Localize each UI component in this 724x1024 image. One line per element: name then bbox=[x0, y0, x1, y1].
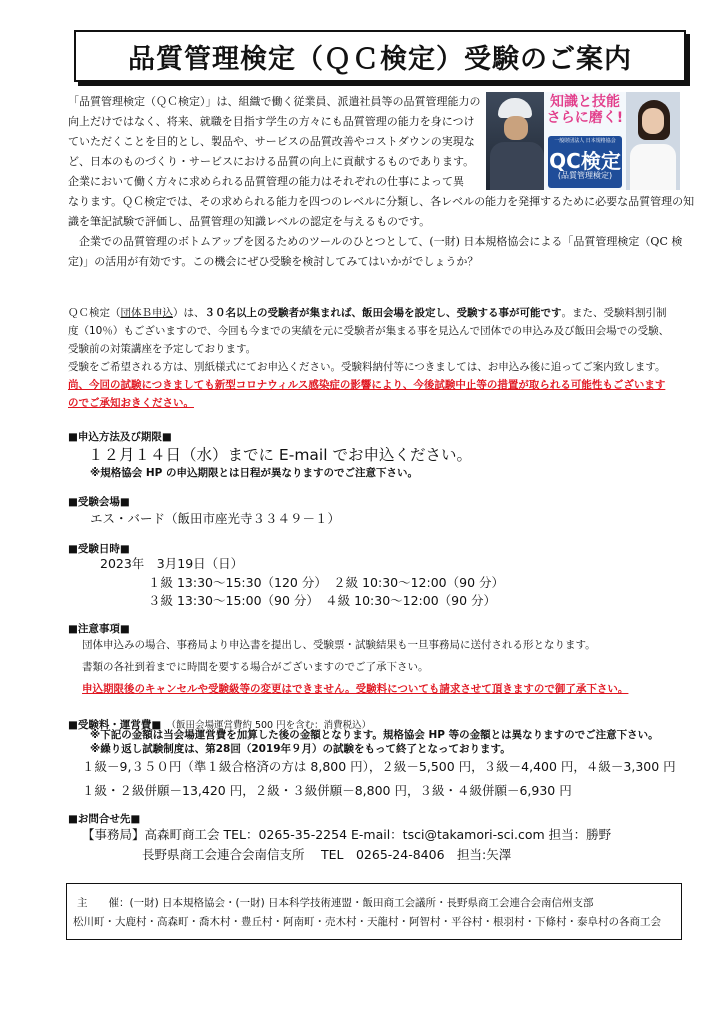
group-underlined: 団体Ｂ申込 bbox=[120, 307, 173, 319]
intro-line: 「品質管理検定（ＱＣ検定）」は、組織で働く従業員、派遣社員等の品質管理能力の bbox=[68, 95, 481, 108]
schedule-date: 2023年 3月19日（日） bbox=[100, 556, 244, 571]
worker-photo bbox=[486, 92, 548, 190]
cancel-warning: 申込期限後のキャンセルや受験級等の変更はできません。受験料についても請求させて頂きますので御了承下さい。 bbox=[82, 683, 629, 695]
banner-catch-line: さらに磨く! bbox=[546, 110, 624, 126]
fees-note: ※繰り返し試験制度は、第28回（2019年９月）の試験をもって終了となっております。 bbox=[90, 743, 511, 755]
group-text: ＱＣ検定（ bbox=[68, 307, 121, 319]
application-deadline: １２月１４日（水）までに E-mail でお申込ください。 bbox=[88, 446, 472, 464]
schedule-row: ３級 13:30～15:00（90 分） ４級 10:30～12:00（90 分） bbox=[148, 593, 497, 608]
banner-publisher: 一般財団法人 日本規格協会 bbox=[554, 138, 616, 144]
intro-line: 向上だけではなく、将来、就職を目指す学生の方々にも品質管理の能力を身につけ bbox=[68, 115, 475, 128]
intro-line: 企業において働く方々に求められる品質管理の能力はそれぞれの仕事によって異 bbox=[68, 175, 464, 188]
covid-warning: のでご承知おきください。 bbox=[68, 397, 194, 409]
contact-line: 【事務局】高森町商工会 TEL：0265-35-2254 E-mail：tsci@takamori-sci.com 担当：勝野 bbox=[82, 827, 612, 842]
banner-qc-sub: (品質管理検定) bbox=[557, 171, 613, 180]
banner-catch-line: 知識と技能 bbox=[550, 94, 620, 110]
application-note: ※規格協会 HP の申込期限とは日程が異なりますのでご注意下さい。 bbox=[90, 467, 419, 479]
fees-heading: ■受験料・運営費■ bbox=[68, 719, 162, 731]
covid-warning: 尚、今回の試験につきましても新型コロナウィルス感染症の影響により、今後試験中止等の措置が取られる可能性もございます bbox=[68, 379, 666, 391]
notes-line: 書類の各社到着までに時間を要する場合がございますのでご了承下さい。 bbox=[82, 661, 429, 673]
worker-body bbox=[490, 142, 544, 190]
organizer-line: 主 催：(一財) 日本規格協会・(一財) 日本科学技術連盟・飯田商工会議所・長野県商工会連合会南信州支部 bbox=[77, 897, 594, 909]
worker-face bbox=[504, 116, 528, 140]
group-line-1 bbox=[68, 304, 669, 322]
intro-line: 定)」の活用が有効です。この機会にぜひ受験を検討してみてはいかがでしょうか？ bbox=[68, 255, 479, 268]
fees-heading-note: （飯田会場運営費約 500 円を含む：消費税込） bbox=[166, 720, 372, 731]
contact-line: 長野県商工会連合会南信支所 TEL 0265-24-8406 担当:矢澤 bbox=[142, 847, 512, 862]
fees-row: １級・２級併願－13,420 円，２級・３級併願－8,800 円，３級・４級併願－6,930 円 bbox=[82, 783, 572, 798]
group-paragraph bbox=[68, 304, 669, 412]
qc-banner-image bbox=[486, 92, 680, 190]
schedule-heading: ■受験日時■ bbox=[68, 543, 130, 555]
venue-heading: ■受験会場■ bbox=[68, 496, 130, 508]
schedule-row: １級 13:30～15:30（120 分） ２級 10:30～12:00（90 分） bbox=[148, 575, 505, 590]
contact-heading: ■お問合せ先■ bbox=[68, 813, 141, 825]
group-bold: ３０名以上の受験者が集まれば、飯田会場を設定し、受験する事が可能です bbox=[204, 307, 562, 319]
woman-face bbox=[642, 108, 664, 134]
intro-paragraph-wide bbox=[68, 192, 698, 272]
organizer-box bbox=[66, 883, 682, 940]
page-title: 品質管理検定（ＱＣ検定）受験のご案内 bbox=[128, 43, 632, 75]
title-box bbox=[74, 30, 686, 82]
woman-photo bbox=[626, 92, 680, 190]
fees-row: １級－9,３５０円（準１級合格済の方は 8,800 円），２級－5,500 円，３級－4,400 円，４級－3,300 円 bbox=[82, 759, 676, 774]
intro-line: ていただくことを目的とし、製品や、サービスの品質改善やコストダウンの実現な bbox=[68, 135, 475, 148]
organizer-line: 松川町・大鹿村・高森町・喬木村・豊丘村・阿南町・売木村・天龍村・阿智村・平谷村・根羽村・下條村・泰阜村の各商工会 bbox=[73, 916, 661, 928]
notes-line: 団体申込みの場合、事務局より申込書を提出し、受験票・試験結果も一旦事務局に送付される形となります。 bbox=[82, 639, 596, 651]
notes-heading: ■注意事項■ bbox=[68, 623, 130, 635]
intro-line: 企業での品質管理のボトムアップを図るためのツールのひとつとして、(一財) 日本規格協会による「品質管理検定（QC 検 bbox=[68, 235, 683, 248]
fees-note: ※下記の金額は当会場運営費を加算した後の金額となります。規格協会 HP 等の金額とは異なりますのでご注意下さい。 bbox=[90, 729, 659, 741]
woman-coat bbox=[630, 144, 676, 190]
intro-line: なります。ＱＣ検定では、その求められる能力を四つのレベルに分類し、各レベルの能力を発揮するために必要な品質管理の知 bbox=[68, 195, 695, 208]
group-text: ）は、 bbox=[173, 307, 205, 319]
banner-catchphrase bbox=[546, 94, 624, 126]
group-line-3: 受験前の対策講座を予定しております。 bbox=[68, 343, 257, 355]
helmet-shape bbox=[498, 98, 532, 118]
intro-line: ど、日本のものづくり・サービスにおける品質の向上に貢献するものであります。 bbox=[68, 155, 475, 168]
intro-line: 識を筆記試験で評価し、品質管理の知識レベルの認定を与えるものです。 bbox=[68, 215, 431, 228]
banner-qc-name: QC検定 bbox=[549, 149, 621, 173]
venue-name: エス・バード（飯田市座光寺３３４９－１） bbox=[90, 511, 341, 526]
group-line-4: 受験をご希望される方は、別紙様式にてお申込ください。受験料納付等につきましては、お申込み後に追ってご案内致します。 bbox=[68, 361, 666, 373]
group-line-2: 度（10％）もございますので、今回も今までの実績を元に受験者が集まる事を見込んで団体での申込み及び飯田会場での受験、 bbox=[68, 325, 670, 337]
group-text: 。また、受験料割引制 bbox=[561, 307, 667, 319]
intro-paragraph bbox=[68, 92, 481, 192]
application-heading: ■申込方法及び期限■ bbox=[68, 431, 172, 443]
